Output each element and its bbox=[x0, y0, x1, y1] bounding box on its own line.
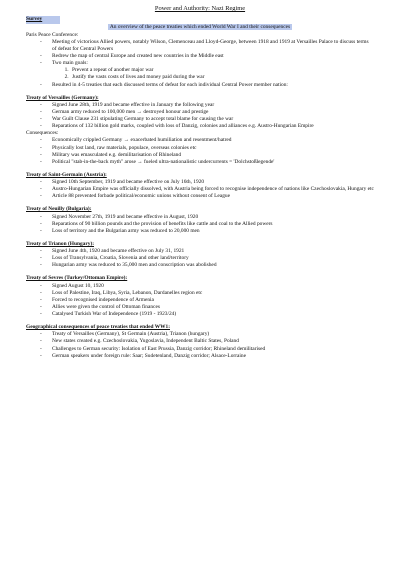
list-item: - Resulted in 4-5 treaties that each discussed terms of defeat for each individual Central Power member nation: bbox=[46, 82, 374, 89]
list-item: - Signed June 28th, 1919 and became effective in January the following year bbox=[46, 102, 374, 109]
list-item: - Two main goals: bbox=[46, 60, 374, 67]
list-item: - Signed 10th September, 1919 and became effective on July 16th, 1920 bbox=[46, 179, 374, 186]
list-item: - Forced to recognised independence of Armenia bbox=[46, 297, 374, 304]
list-item: - New states created e.g. Czechoslovakia, Yugoslavia, Independent Baltic States, Poland bbox=[46, 338, 374, 345]
list-item: - Reparations of 90 billion pounds and the provision of benefits like cattle and coal to the Allied powers bbox=[46, 221, 374, 228]
list-item: - Military was emasculated e.g. demilitarisation of Rhineland bbox=[46, 152, 374, 159]
list-item: - Treaty of Versailles (Germany), St Germain (Austria), Trianon (hungary) bbox=[46, 331, 374, 338]
list-item: - Article 88 prevented forbade political/economic unions without consent of League bbox=[46, 193, 374, 200]
list-item: - Allies were given the control of Ottoman finances bbox=[46, 304, 374, 311]
saint-germain-heading: Treaty of Saint-Germain (Austria): bbox=[26, 171, 107, 178]
versailles-heading: Treaty of Versailles (Germany): bbox=[26, 94, 99, 101]
overview-heading: An overview of the peace treaties which ended World War I and their consequences bbox=[109, 23, 291, 30]
neuilly-list bbox=[26, 214, 374, 235]
list-item: - Hungarian army was reduced to 35,000 men and conscription was abolished bbox=[46, 262, 374, 269]
list-item: - Economically crippled Germany → exacerbated humiliation and resentment/hatred bbox=[46, 137, 374, 144]
list-item: - Loss of Palestine, Iraq, Libya, Syria, Lebanon, Dardanelles region etc bbox=[46, 290, 374, 297]
page-title: Power and Authority: Nazi Regime bbox=[154, 5, 246, 12]
saint-germain-list bbox=[26, 179, 374, 200]
list-item: - German speakers under foreign rule: Saar; Sudetenland, Danzig corridor; Alsace-Lorraine bbox=[46, 353, 374, 360]
consequences-list bbox=[26, 137, 374, 166]
list-item: - Signed November 27th, 1919 and became effective in August, 1920 bbox=[46, 214, 374, 221]
list-item: - Political "stab-in-the-back myth" arose → fueled ultra-nationalistic undercurrents = 'Dolchstoßlegende' bbox=[46, 159, 374, 166]
list-item: - War Guilt Clause 231 stipulating Germany to accept total blame for causing the war bbox=[46, 116, 374, 123]
paris-result-list bbox=[26, 82, 374, 89]
list-item: - Austro-Hungarian Empire was officially dissolved, with Austria being forced to recognise independence of nations like Czechoslovakia, Hungary etc bbox=[46, 186, 374, 193]
consequences-heading: Consequences: bbox=[26, 130, 59, 137]
list-item: - Signed August 10, 1920 bbox=[46, 283, 374, 290]
list-item: - Challenges to German security: Isolation of East Prussia, Danzig corridor; Rhineland demilitarised bbox=[46, 346, 374, 353]
list-item: - Reparations of 132 billion gold marks, coupled with loss of Danzig, colonies and alliances e.g. Austro-Hungarian Empire bbox=[46, 123, 374, 130]
list-item: - German army reduced to 100,000 men → destroyed honour and prestige bbox=[46, 109, 374, 116]
geo-list bbox=[26, 331, 374, 360]
survey-label-row bbox=[26, 16, 374, 23]
trianon-heading: Treaty of Trianon (Hungary): bbox=[26, 240, 95, 247]
goals-list bbox=[26, 67, 374, 81]
list-item: 2. Justify the vasts costs of lives and money paid during the war bbox=[70, 74, 374, 81]
trianon-list bbox=[26, 248, 374, 269]
list-item: - Loss of Transylvania, Croatia, Slovenia and other land/territory bbox=[46, 255, 374, 262]
paris-heading: Paris Peace Conference: bbox=[26, 31, 79, 38]
sevres-list bbox=[26, 283, 374, 319]
list-item: - Physically lost land, raw materials, populace, overseas colonies etc bbox=[46, 145, 374, 152]
list-item: - Signed June 4th, 1920 and became effective on July 31, 1921 bbox=[46, 248, 374, 255]
versailles-list bbox=[26, 102, 374, 131]
list-item: 1. Prevent a repeat of another major war bbox=[70, 67, 374, 74]
list-item: - Meeting of victorious Allied powers, notably Wilson, Clemenceau and Lloyd-George, between 1918 and 1919 at Versailles Palace to discuss terms of defeat for Central Powers bbox=[46, 39, 374, 53]
survey-label: Survey bbox=[26, 16, 60, 23]
list-item: - Loss of territory and the Bulgarian army was reduced to 20,000 men bbox=[46, 228, 374, 235]
sevres-heading: Treaty of Sevres (Turkey/Ottoman Empire): bbox=[26, 275, 128, 282]
list-item: - Catalysed Turkish War of Independence (1919 - 1923/24) bbox=[46, 311, 374, 318]
list-item: - Redrew the map of central Europe and created new countries in the Middle east bbox=[46, 53, 374, 60]
paris-list bbox=[26, 39, 374, 68]
neuilly-heading: Treaty of Neuilly (Bulgaria): bbox=[26, 206, 92, 213]
geo-heading: Geographical consequences of peace treaties that ended WW1: bbox=[26, 324, 170, 331]
